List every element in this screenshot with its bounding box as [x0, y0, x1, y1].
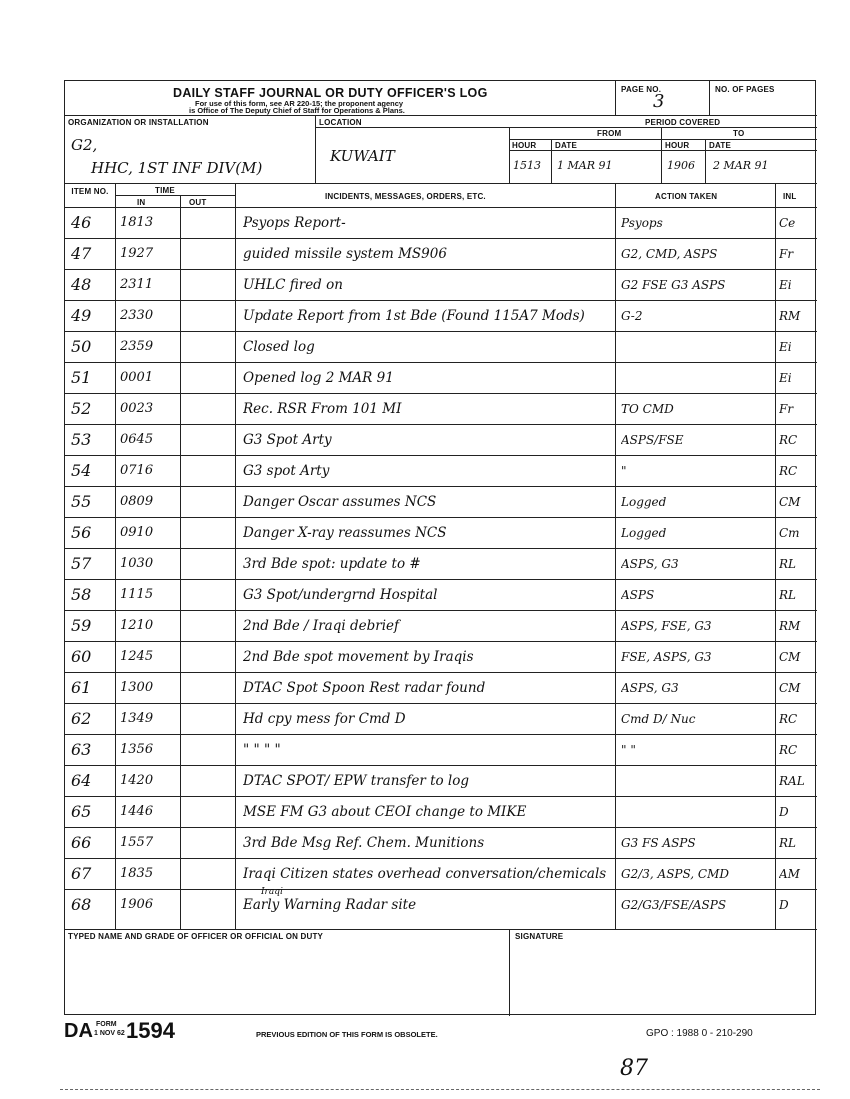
- row-divider: [65, 579, 817, 580]
- form-number: 1594: [126, 1018, 175, 1043]
- row-incident-text: Danger X-ray reassumes NCS: [243, 525, 447, 541]
- row-divider: [65, 269, 817, 270]
- row-action-taken: Psyops: [621, 216, 663, 230]
- row-item-no: 68: [71, 895, 92, 914]
- row-initials: RL: [779, 588, 797, 602]
- row-time-in: 2359: [120, 339, 154, 354]
- row-item-no: 67: [71, 864, 92, 883]
- row-initials: RC: [779, 464, 798, 478]
- row-action-taken: ASPS/FSE: [621, 433, 684, 447]
- row-incident-text: Iraqi Citizen states overhead conversation/chemicals: [243, 866, 607, 882]
- row-action-taken: Logged: [621, 526, 667, 540]
- row-divider: [65, 548, 817, 549]
- row-action-taken: TO CMD: [621, 402, 674, 416]
- row-divider: [65, 641, 817, 642]
- col-time-label: TIME: [155, 186, 175, 195]
- handwritten-page-number: 87: [620, 1056, 648, 1081]
- row-incident-text: Closed log: [243, 339, 315, 355]
- row-item-no: 58: [71, 585, 92, 604]
- row-initials: D: [779, 898, 789, 912]
- row-initials: RL: [779, 557, 797, 571]
- org-line-2: HHC, 1ST INF DIV(M): [91, 159, 263, 177]
- row-time-in: 1245: [120, 649, 154, 664]
- row-action-taken: ASPS, G3: [621, 681, 679, 695]
- row-item-no: 51: [71, 368, 92, 387]
- row-incident-text: 2nd Bde / Iraqi debrief: [243, 618, 400, 634]
- row-action-taken: Cmd D/ Nuc: [621, 712, 696, 726]
- row-initials: Ei: [779, 340, 792, 354]
- row-action-taken: ASPS, FSE, G3: [621, 619, 712, 633]
- row-item-no: 49: [71, 306, 92, 325]
- row-divider: [65, 424, 817, 425]
- row-incident-text: Opened log 2 MAR 91: [243, 370, 394, 386]
- row-incident-text: " " " ": [243, 742, 281, 758]
- row-time-in: 1927: [120, 246, 154, 261]
- row-item-no: 56: [71, 523, 92, 542]
- location-value: KUWAIT: [330, 147, 395, 165]
- row-initials: RAL: [779, 774, 805, 788]
- from-date-label: DATE: [555, 141, 577, 150]
- row-initials: Fr: [779, 402, 794, 416]
- row-initials: RM: [779, 619, 801, 633]
- from-hour-label: HOUR: [512, 141, 537, 150]
- edition-note: PREVIOUS EDITION OF THIS FORM IS OBSOLETE.: [256, 1030, 438, 1039]
- row-incident-text: MSE FM G3 about CEOI change to MIKE: [243, 804, 527, 820]
- row-time-in: 1210: [120, 618, 154, 633]
- col-init-label: INL: [783, 192, 797, 201]
- row-time-in: 1813: [120, 215, 154, 230]
- row-action-taken: Logged: [621, 495, 667, 509]
- row-divider: [65, 889, 817, 890]
- row-action-taken: G2/3, ASPS, CMD: [621, 867, 729, 881]
- row-incident-text: DTAC Spot Spoon Rest radar found: [243, 680, 486, 696]
- row-item-no: 62: [71, 709, 92, 728]
- row-incident-text: 3rd Bde Msg Ref. Chem. Munitions: [243, 835, 485, 851]
- row-time-in: 1115: [120, 587, 154, 602]
- row-item-no: 47: [71, 244, 92, 263]
- row-action-taken: " ": [621, 743, 636, 757]
- row-incident-text: G3 spot Arty: [243, 463, 330, 479]
- row-item-no: 57: [71, 554, 92, 573]
- row-incident-text: G3 Spot Arty: [243, 432, 332, 448]
- row-time-in: 1356: [120, 742, 154, 757]
- row-time-in: 1349: [120, 711, 154, 726]
- row-divider: [65, 455, 817, 456]
- form-label: FORM: [96, 1021, 117, 1028]
- row-item-no: 54: [71, 461, 92, 480]
- row-time-in: 0001: [120, 370, 154, 385]
- col-action-label: ACTION TAKEN: [655, 192, 718, 201]
- row-time-in: 1420: [120, 773, 154, 788]
- row-divider: [65, 796, 817, 797]
- row-item-no: 55: [71, 492, 92, 511]
- row-initials: RL: [779, 836, 797, 850]
- row-initials: RC: [779, 743, 798, 757]
- row-divider: [65, 610, 817, 611]
- row-initials: Ei: [779, 371, 792, 385]
- row-incident-text: guided missile system MS906: [243, 246, 447, 262]
- row-time-in: 1835: [120, 866, 154, 881]
- row-divider: [65, 393, 817, 394]
- row-divider: [65, 362, 817, 363]
- row-initials: Fr: [779, 247, 794, 261]
- row-divider: [65, 331, 817, 332]
- row-time-in: 0716: [120, 463, 154, 478]
- row-action-taken: G2/G3/FSE/ASPS: [621, 898, 727, 912]
- row-item-no: 53: [71, 430, 92, 449]
- row-time-in: 2311: [120, 277, 154, 292]
- row-divider: [65, 238, 817, 239]
- row-initials: CM: [779, 495, 801, 509]
- row-action-taken: ASPS, G3: [621, 557, 679, 571]
- row-incident-text: DTAC SPOT/ EPW transfer to log: [243, 773, 470, 789]
- row-action-taken: ASPS: [621, 588, 655, 602]
- from-label: FROM: [597, 129, 622, 138]
- to-hour-label: HOUR: [665, 141, 690, 150]
- row-item-no: 59: [71, 616, 92, 635]
- row-incident-text: Rec. RSR From 101 MI: [243, 401, 402, 417]
- page-no-label: PAGE NO.: [621, 85, 662, 94]
- row-time-in: 1030: [120, 556, 154, 571]
- row-item-no: 61: [71, 678, 92, 697]
- to-hour: 1906: [667, 159, 695, 172]
- row-time-in: 1557: [120, 835, 154, 850]
- row-action-taken: G2, CMD, ASPS: [621, 247, 718, 261]
- no-pages-label: NO. OF PAGES: [715, 85, 775, 94]
- row-time-in: 0910: [120, 525, 154, 540]
- log-form: [64, 80, 816, 1015]
- row-initials: CM: [779, 681, 801, 695]
- row-incident-text: Hd cpy mess for Cmd D: [243, 711, 406, 727]
- row-item-no: 65: [71, 802, 92, 821]
- row-initials: D: [779, 805, 789, 819]
- row-initials: RC: [779, 712, 798, 726]
- row-incident-text: 3rd Bde spot: update to #: [243, 556, 421, 572]
- row-initials: Ei: [779, 278, 792, 292]
- org-label: ORGANIZATION OR INSTALLATION: [68, 118, 209, 127]
- row-action-taken: G2 FSE G3 ASPS: [621, 278, 726, 292]
- form-prefix: DA: [64, 1020, 93, 1042]
- row-initials: CM: [779, 650, 801, 664]
- row-divider: [65, 703, 817, 704]
- col-out-label: OUT: [189, 198, 207, 207]
- row-time-in: 0809: [120, 494, 154, 509]
- row-item-no: 46: [71, 213, 92, 232]
- form-date: 1 NOV 62: [94, 1030, 125, 1037]
- row-item-no: 50: [71, 337, 92, 356]
- row-incident-text: 2nd Bde spot movement by Iraqis: [243, 649, 474, 665]
- row-time-in: 1446: [120, 804, 154, 819]
- row-incident-text: Psyops Report-: [243, 215, 346, 231]
- row-time-in: 0023: [120, 401, 154, 416]
- row-divider: [65, 765, 817, 766]
- typed-name-label: TYPED NAME AND GRADE OF OFFICER OR OFFICIAL ON DUTY: [68, 932, 324, 941]
- to-date: 2 MAR 91: [713, 159, 769, 172]
- row-note: Iraqi: [261, 887, 283, 897]
- from-date: 1 MAR 91: [557, 159, 613, 172]
- row-divider: [65, 300, 817, 301]
- row-divider: [65, 827, 817, 828]
- row-item-no: 48: [71, 275, 92, 294]
- col-incidents-label: INCIDENTS, MESSAGES, ORDERS, ETC.: [325, 192, 486, 201]
- row-initials: Cm: [779, 526, 800, 540]
- row-initials: RC: [779, 433, 798, 447]
- form-title: DAILY STAFF JOURNAL OR DUTY OFFICER'S LOG: [173, 86, 488, 100]
- row-item-no: 66: [71, 833, 92, 852]
- row-incident-text: Early Warning Radar site: [243, 897, 417, 913]
- to-label: TO: [733, 129, 745, 138]
- location-label: LOCATION: [319, 118, 362, 127]
- page-no-value: 3: [653, 91, 665, 112]
- row-item-no: 52: [71, 399, 92, 418]
- org-line-1: G2,: [71, 136, 98, 154]
- row-action-taken: G3 FS ASPS: [621, 836, 696, 850]
- signature-label: SIGNATURE: [515, 932, 564, 941]
- row-action-taken: G-2: [621, 309, 643, 323]
- row-initials: AM: [779, 867, 800, 881]
- row-divider: [65, 517, 817, 518]
- row-incident-text: Update Report from 1st Bde (Found 115A7 Mods): [243, 308, 585, 324]
- row-divider: [65, 486, 817, 487]
- row-time-in: 1906: [120, 897, 154, 912]
- row-item-no: 64: [71, 771, 92, 790]
- to-date-label: DATE: [709, 141, 731, 150]
- row-incident-text: UHLC fired on: [243, 277, 343, 293]
- row-action-taken: ": [621, 464, 627, 478]
- row-incident-text: G3 Spot/undergrnd Hospital: [243, 587, 438, 603]
- row-item-no: 60: [71, 647, 92, 666]
- col-item-label: ITEM NO.: [71, 187, 109, 196]
- row-time-in: 1300: [120, 680, 154, 695]
- form-subtitle-1: For use of this form, see AR 220-15; the proponent agency: [195, 99, 404, 108]
- row-incident-text: Danger Oscar assumes NCS: [243, 494, 437, 510]
- row-divider: [65, 734, 817, 735]
- row-initials: Ce: [779, 216, 796, 230]
- from-hour: 1513: [513, 159, 541, 172]
- col-in-label: IN: [137, 198, 146, 207]
- row-time-in: 2330: [120, 308, 154, 323]
- period-label: PERIOD COVERED: [645, 118, 721, 127]
- form-subtitle-2: is Office of The Deputy Chief of Staff for Operations & Plans.: [189, 106, 405, 115]
- row-item-no: 63: [71, 740, 92, 759]
- gpo-note: GPO : 1988 0 - 210-290: [646, 1028, 753, 1039]
- row-action-taken: FSE, ASPS, G3: [621, 650, 712, 664]
- row-divider: [65, 672, 817, 673]
- row-initials: RM: [779, 309, 801, 323]
- row-time-in: 0645: [120, 432, 154, 447]
- row-divider: [65, 858, 817, 859]
